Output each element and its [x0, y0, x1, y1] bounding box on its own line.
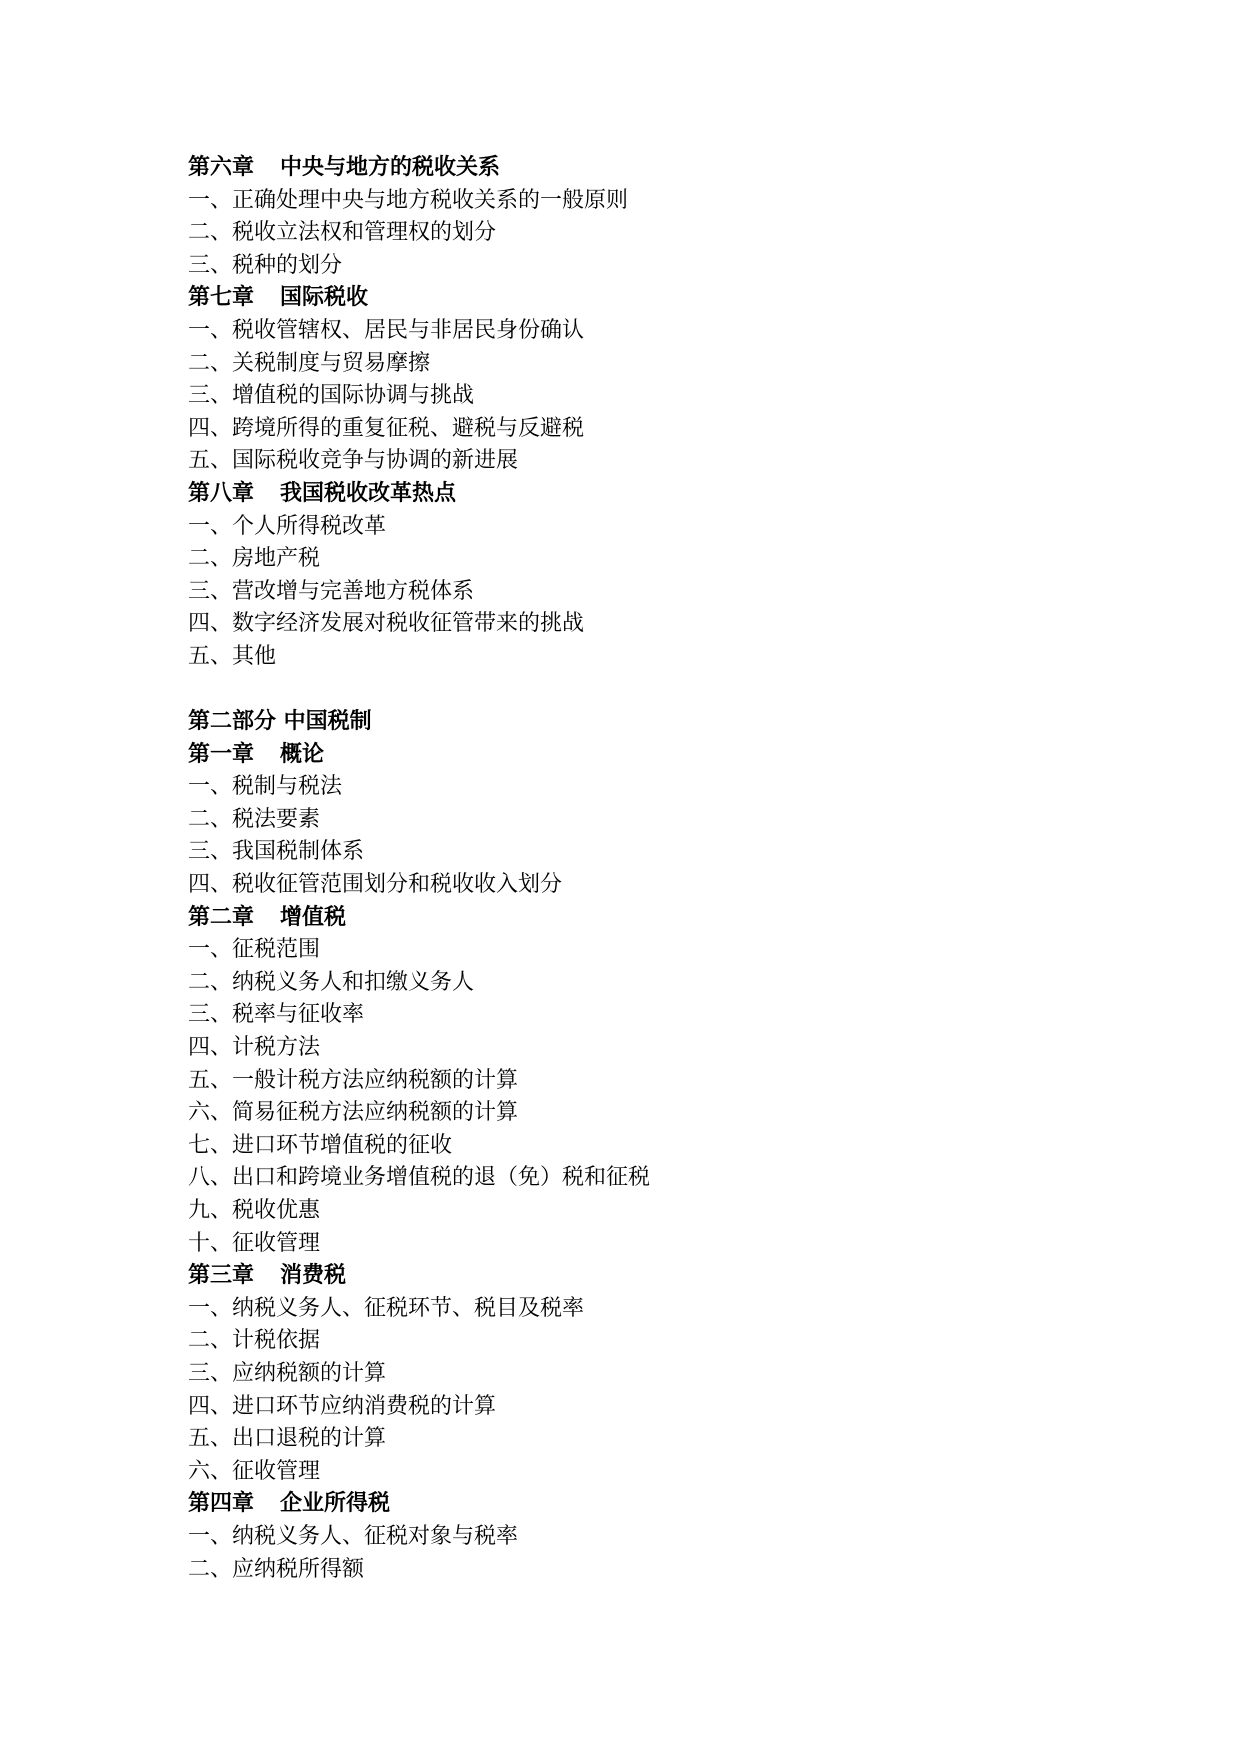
section-item: 三、税率与征收率 [188, 1002, 365, 1028]
chapter-section [188, 739, 1088, 902]
chapter-heading [188, 152, 1088, 185]
chapter-section [188, 152, 1088, 282]
chapter-heading [188, 1260, 1088, 1293]
section-item: 六、简易征税方法应纳税额的计算 [188, 1100, 519, 1126]
blank-line [188, 674, 1088, 707]
chapter-number: 第二章 [188, 904, 255, 930]
section-item: 十、征收管理 [188, 1230, 321, 1256]
chapter-title: 我国税收改革热点 [280, 480, 457, 506]
chapter-heading [188, 282, 1088, 315]
section-item: 二、房地产税 [188, 546, 321, 572]
chapter-number: 第六章 [188, 155, 255, 180]
section-item: 二、应纳税所得额 [188, 1556, 365, 1582]
section-item: 七、进口环节增值税的征收 [188, 1132, 453, 1158]
section-item: 二、税法要素 [188, 806, 321, 832]
chapter-number: 第八章 [188, 480, 255, 506]
chapter-section [188, 478, 1088, 674]
chapter-heading [188, 1488, 1088, 1521]
chapter-number: 第一章 [188, 741, 255, 767]
section-item: 一、个人所得税改革 [188, 513, 387, 539]
section-item: 三、我国税制体系 [188, 839, 365, 865]
section-item: 四、进口环节应纳消费税的计算 [188, 1393, 497, 1419]
section-item: 一、正确处理中央与地方税收关系的一般原则 [188, 187, 629, 213]
chapter-title: 国际税收 [280, 285, 369, 311]
section-item: 一、纳税义务人、征税环节、税目及税率 [188, 1295, 585, 1321]
section-item: 二、计税依据 [188, 1328, 321, 1354]
section-item: 五、一般计税方法应纳税额的计算 [188, 1067, 519, 1093]
chapter-title: 增值税 [280, 904, 347, 930]
document-page [188, 152, 1088, 1586]
section-item: 九、税收优惠 [188, 1198, 321, 1223]
chapter-section [188, 1488, 1088, 1586]
chapter-section [188, 282, 1088, 478]
section-item: 二、纳税义务人和扣缴义务人 [188, 969, 475, 995]
chapter-section [188, 1260, 1088, 1488]
section-item: 一、税制与税法 [188, 774, 343, 800]
chapter-number: 第七章 [188, 285, 255, 311]
chapter-heading [188, 902, 1088, 935]
section-item: 一、纳税义务人、征税对象与税率 [188, 1523, 519, 1549]
chapter-section [188, 902, 1088, 1261]
section-item: 三、应纳税额的计算 [188, 1360, 387, 1386]
chapter-title: 中央与地方的税收关系 [280, 155, 501, 180]
section-item: 四、跨境所得的重复征税、避税与反避税 [188, 415, 585, 441]
section-item: 四、数字经济发展对税收征管带来的挑战 [188, 611, 585, 637]
section-item: 二、关税制度与贸易摩擦 [188, 350, 431, 376]
section-item: 三、税种的划分 [188, 252, 343, 278]
section-item: 一、税收管辖权、居民与非居民身份确认 [188, 317, 585, 343]
chapter-title: 消费税 [280, 1263, 347, 1289]
section-item: 五、出口退税的计算 [188, 1426, 387, 1452]
section-item: 四、计税方法 [188, 1035, 321, 1061]
section-item: 八、出口和跨境业务增值税的退（免）税和征税 [188, 1165, 651, 1191]
section-item: 六、征收管理 [188, 1458, 321, 1484]
chapter-heading [188, 478, 1088, 511]
section-item: 一、征税范围 [188, 937, 321, 963]
section-item: 五、其他 [188, 643, 277, 669]
chapter-heading [188, 739, 1088, 772]
section-item: 二、税收立法权和管理权的划分 [188, 220, 497, 246]
chapter-number: 第三章 [188, 1263, 255, 1289]
section-item: 三、增值税的国际协调与挑战 [188, 383, 475, 409]
part-title: 第二部分 中国税制 [188, 709, 372, 735]
section-item: 四、税收征管范围划分和税收收入划分 [188, 872, 563, 898]
chapter-title: 概论 [280, 741, 325, 767]
chapter-title: 企业所得税 [280, 1491, 391, 1517]
chapter-number: 第四章 [188, 1491, 255, 1517]
section-item: 五、国际税收竞争与协调的新进展 [188, 448, 519, 474]
section-item: 三、营改增与完善地方税体系 [188, 578, 475, 604]
